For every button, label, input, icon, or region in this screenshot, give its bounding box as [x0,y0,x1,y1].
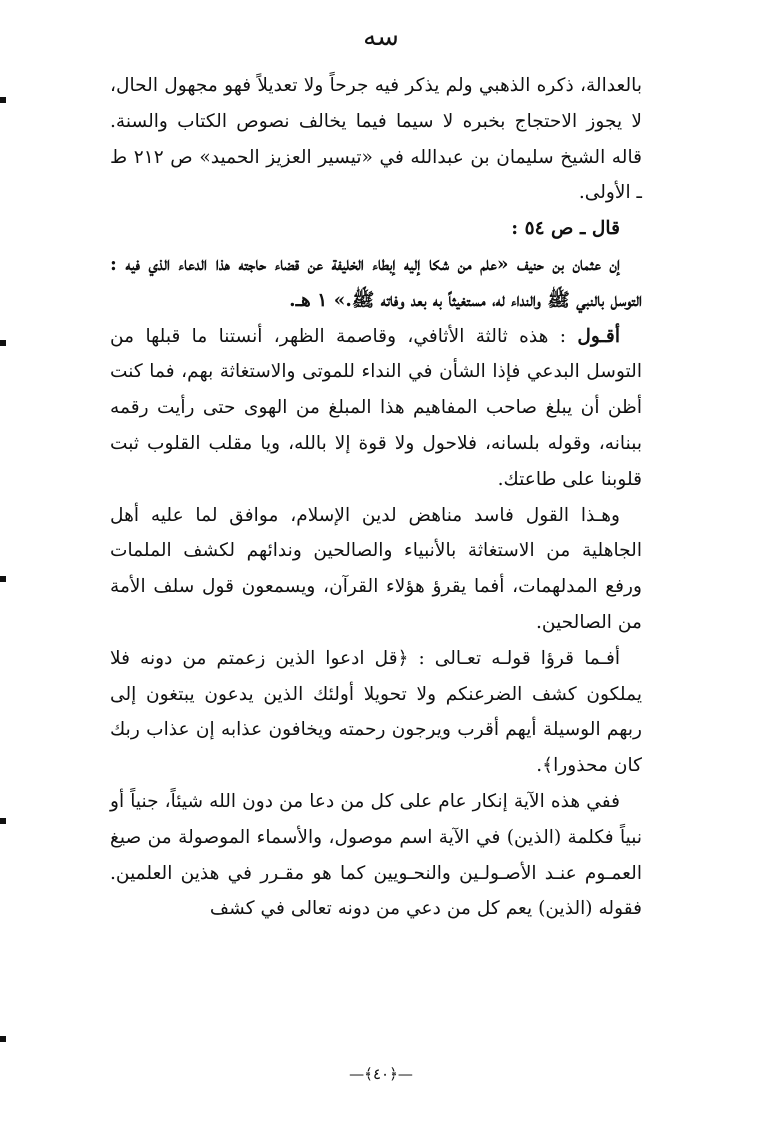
paragraph-text: وهـذا القول فاسد مناهض لدين الإسلام، موافق لما عليه أهل الجاهلية من الاستغاثة بالأنبياء والصالحين وندائهم لكشف الملمات ورفع المدلهمات، أفما يقرؤ هؤلاء القرآن، ويسمعون قول سلف الأمة من الصالحين. [110,504,642,633]
margin-mark [0,576,6,582]
section-heading [110,211,642,247]
margin-mark [0,1036,6,1042]
paragraph [110,498,642,641]
paragraph [110,641,642,784]
body-text [110,68,642,927]
paragraph-text: أفـما قرؤا قولـه تعـالى : ﴿قل ادعوا الذين زعمتم من دونه فلا يملكون كشف الضرعنكم ولا تحويلا أولئك الذين يدعون يبتغون إلى ربهم الوسيلة أيهم أقرب ويرجون رحمته ويخافون عذابه إن عذاب ربك كان محذورا﴾. [110,647,642,777]
paragraph-text: إن عثمان بن حنيف «علم من شكا إليه إبطاء الخليفة عن قضاء حاجته هذا الدعاء الذي فيه : التوسل بالنبي ﷺ والنداء له، مستغيثاً به بعد وفاته ﷺ.» ١ هـ. [110,253,642,311]
margin-mark [0,818,6,824]
paragraph [110,68,642,211]
paragraph-text: قال ـ ص ٥٤ : [511,218,620,240]
header-mark: سه [363,22,399,52]
page-number: —﴿٤٠﴾— [349,1065,413,1083]
paragraph [110,319,642,498]
paragraph [110,784,642,927]
paragraph-lead-word: أقـول [577,325,620,347]
paragraph-text: : هذه ثالثة الأثافي، وقاصمة الظهر، أنستنا ما قبلها من التوسل البدعي فإذا الشأن في النداء للموتى والاستغاثة بهم، فما كنت أظن أن يبلغ صاحب المفاهيم هذا المبلغ من الهوى حتى رأيت رقمه ببنانه، وقوله بلسانه، فلاحول ولا قوة إلا بالله، ويا مقلب القلوب ثبت قلوبنا على طاعتك. [110,325,642,490]
paragraph-text: بالعدالة، ذكره الذهبي ولم يذكر فيه جرحاً ولا تعديلاً فهو مجهول الحال، لا يجوز الاحتجاج بخبره لا سيما فيما يخالف نصوص الكتاب والسنة. قاله الشيخ سليمان بن عبدالله في «تيسير العزيز الحميد» ص ٢١٢ ط ـ الأولى. [110,75,642,204]
margin-mark [0,97,6,103]
quoted-claim [110,247,642,319]
paragraph-text: ففي هذه الآية إنكار عام على كل من دعا من دون الله شيئاً، جنياً أو نبياً فكلمة (الذين) في الآية اسم موصول، والأسماء الموصولة من صيغ العمـوم عنـد الأصـولـين والنحـويين كما هو مقـرر في هذين العلمين. فقوله (الذين) يعم كل من دعي من دونه تعالى في كشف [110,790,642,920]
margin-mark [0,340,6,346]
